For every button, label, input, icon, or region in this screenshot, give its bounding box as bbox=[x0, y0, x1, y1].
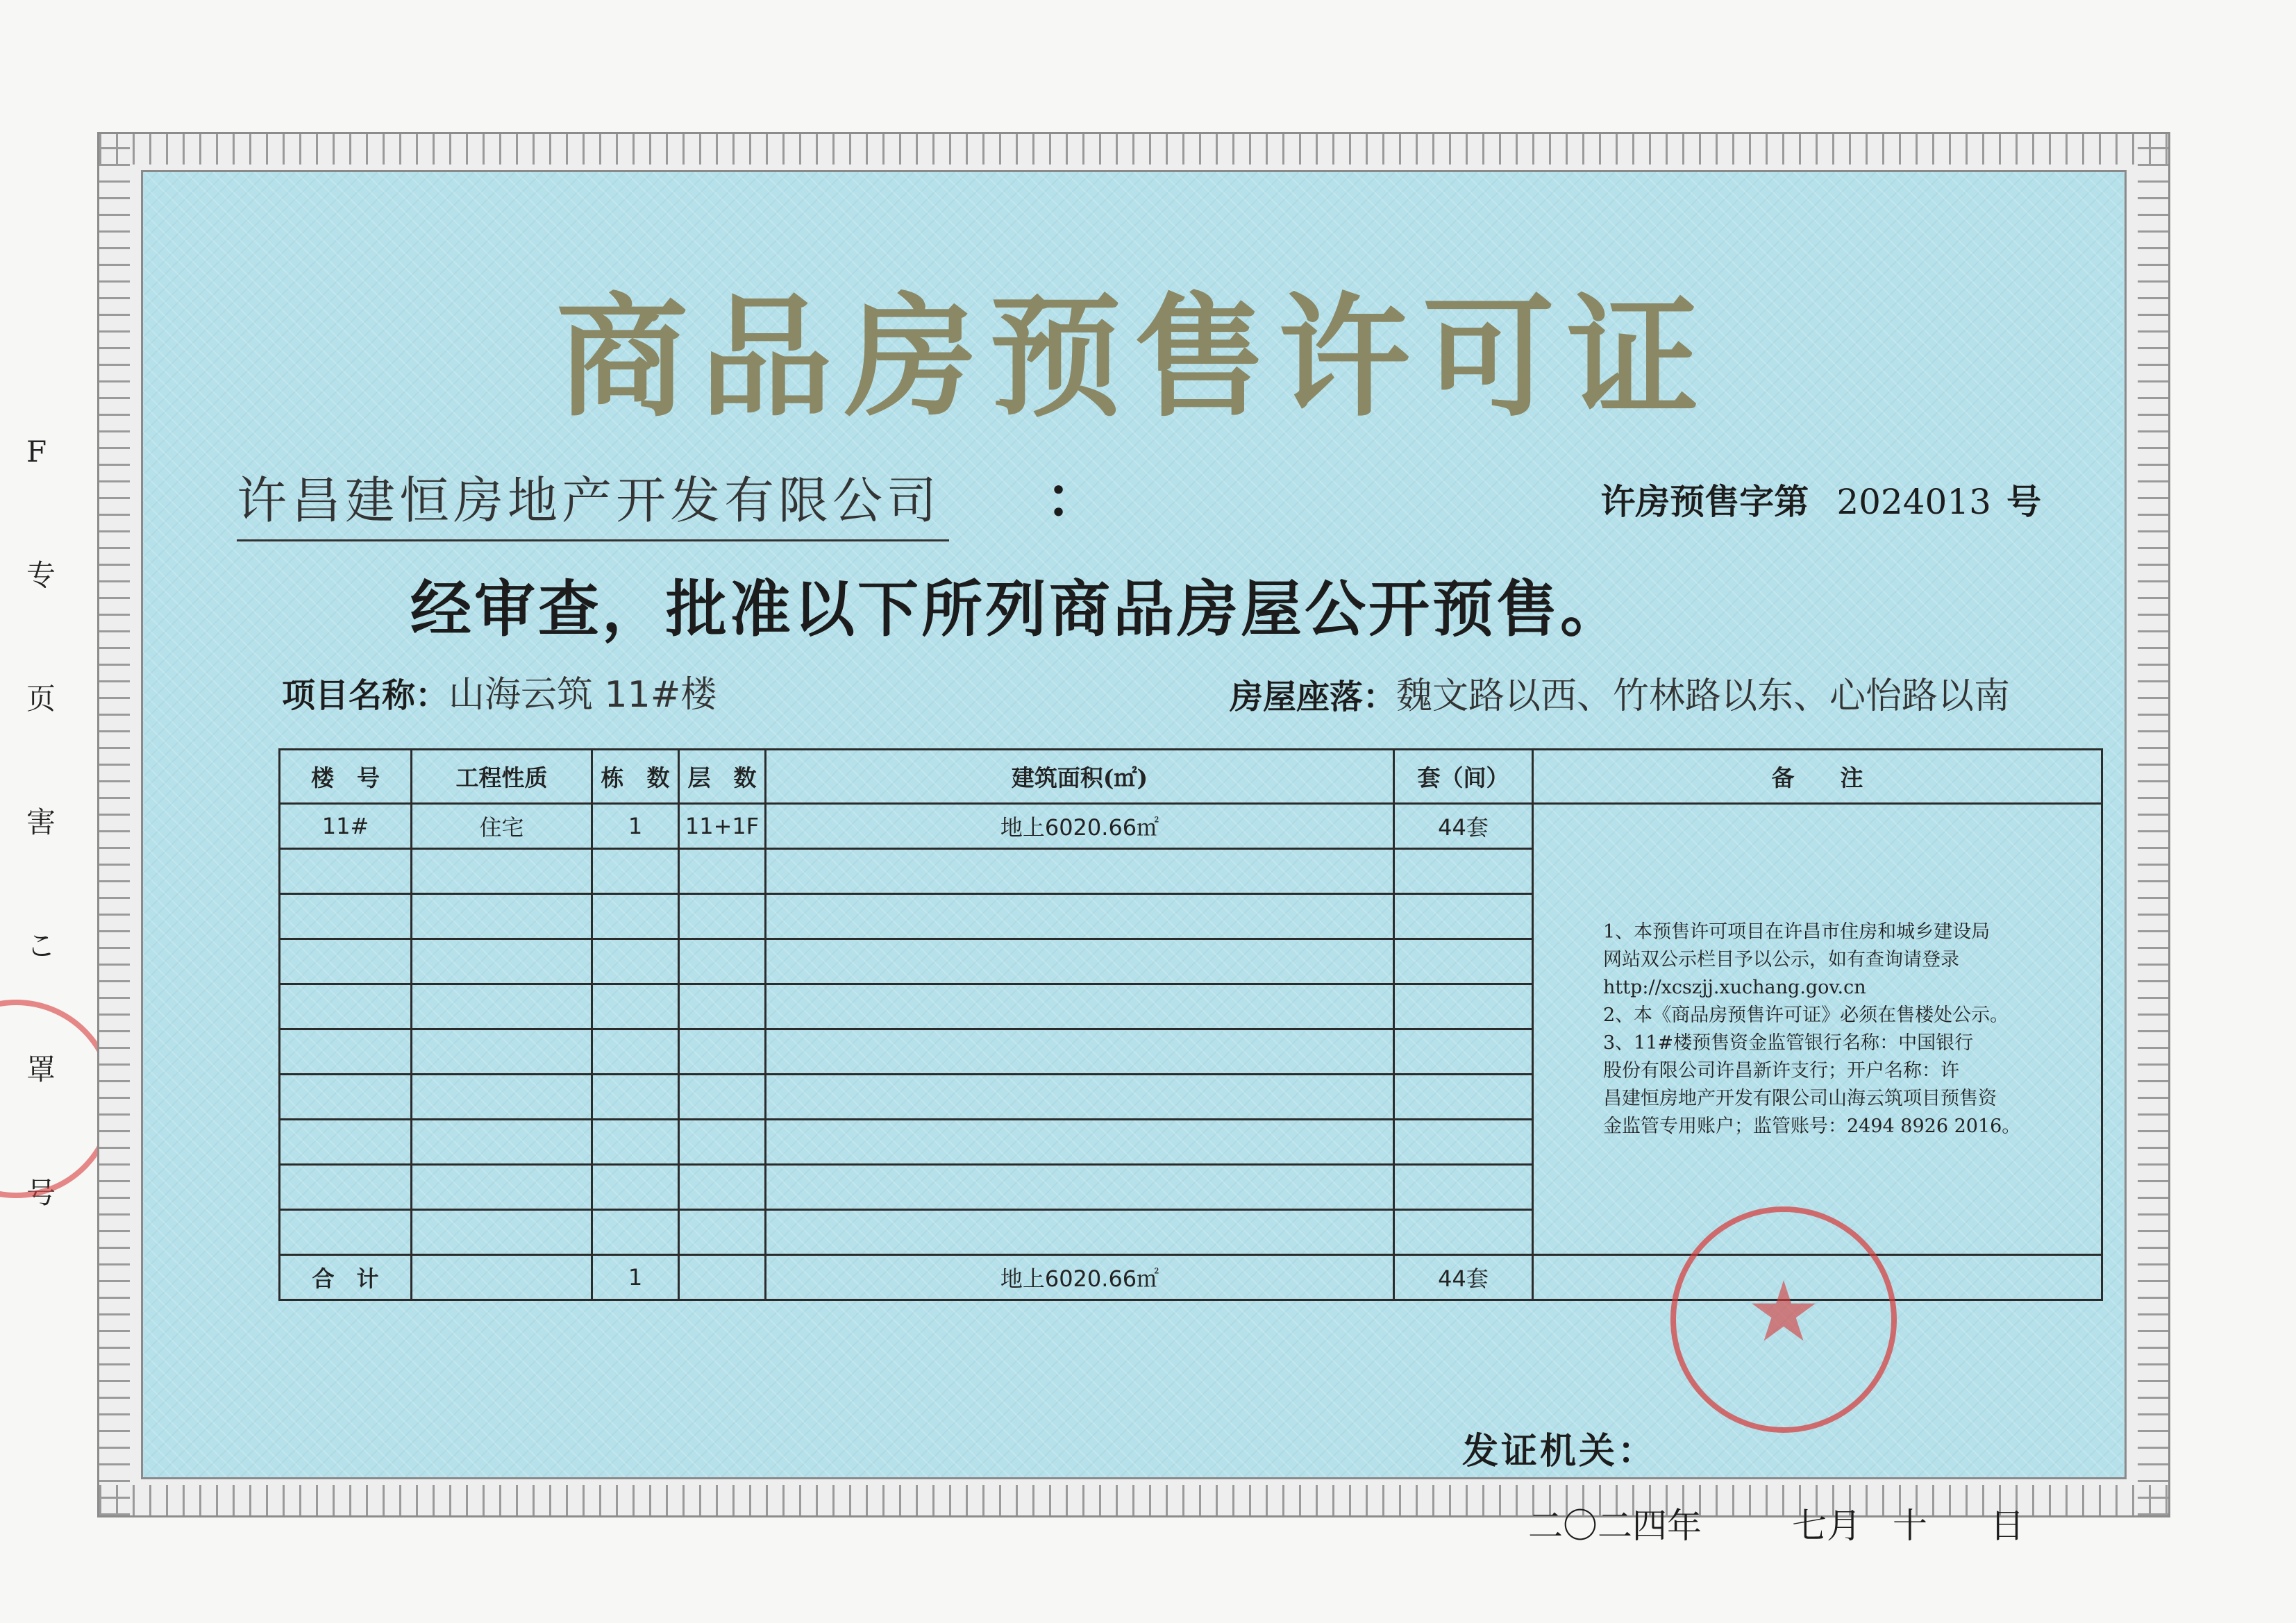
fragment-char: 页 bbox=[26, 682, 56, 716]
header-area: 建筑面积(㎡) bbox=[766, 750, 1394, 804]
certificate-border bbox=[97, 132, 2170, 1546]
remark-line: 2、本《商品房预售许可证》必须在售楼处公示。 bbox=[1603, 1004, 2009, 1026]
permit-number bbox=[1600, 474, 2041, 524]
location-label: 房屋座落： bbox=[1230, 678, 1397, 716]
fragment-char: 专 bbox=[26, 558, 56, 592]
official-seal bbox=[1670, 1206, 1897, 1433]
total-units: 44套 bbox=[1394, 1255, 1533, 1300]
certificate-panel bbox=[141, 170, 2127, 1546]
cell-floors: 11+1F bbox=[679, 804, 766, 849]
remark-line: http://xcszjj.xuchang.gov.cn bbox=[1603, 976, 1866, 998]
fragment-char: F bbox=[26, 435, 47, 469]
project-name bbox=[282, 665, 717, 717]
fragment-char: 号 bbox=[26, 1176, 56, 1210]
permit-suffix: 号 bbox=[2006, 481, 2041, 522]
remark-line: 网站双公示栏目予以公示，如有查询请登录 bbox=[1603, 948, 1959, 970]
header-count: 栋 数 bbox=[592, 750, 679, 804]
header-units: 套（间） bbox=[1394, 750, 1533, 804]
total-area: 地上6020.66㎡ bbox=[766, 1255, 1394, 1300]
header-floors: 层 数 bbox=[679, 750, 766, 804]
permit-prefix: 许房预售字第 bbox=[1600, 481, 1809, 522]
project-value: 山海云筑 11#楼 bbox=[449, 674, 717, 716]
cell-nature: 住宅 bbox=[412, 804, 592, 849]
cell-building: 11# bbox=[280, 804, 412, 849]
header-building: 楼 号 bbox=[280, 750, 412, 804]
remark-line: 昌建恒房地产开发有限公司山海云筑项目预售资 bbox=[1603, 1087, 1997, 1109]
remark-line: 股份有限公司许昌新许支行；开户名称：许 bbox=[1603, 1059, 1959, 1082]
issue-date-year: 二〇二四年 bbox=[1528, 1506, 1702, 1546]
table-row bbox=[280, 804, 2102, 849]
permit-number-value: 2024013 bbox=[1836, 482, 1991, 522]
certificate-title: 商品房预售许可证 bbox=[555, 280, 1711, 435]
cell-units: 44套 bbox=[1394, 804, 1533, 849]
approval-statement: 经审查，批准以下所列商品房屋公开预售。 bbox=[410, 573, 1625, 645]
header-nature: 工程性质 bbox=[412, 750, 592, 804]
company-colon: ： bbox=[1046, 465, 1101, 530]
remark-line: 金监管专用账户；监管账号：2494 8926 2016。 bbox=[1603, 1115, 2021, 1137]
fragment-char: 罩 bbox=[26, 1052, 56, 1086]
issue-date-day: 十 bbox=[1893, 1506, 1927, 1546]
total-label: 合 计 bbox=[280, 1255, 412, 1300]
fragment-char: こ bbox=[26, 929, 56, 963]
issuing-authority-label: 发证机关： bbox=[1462, 1430, 1657, 1472]
table-header-row bbox=[280, 750, 2102, 804]
remark-line: 3、11#楼预售资金监管银行名称：中国银行 bbox=[1603, 1032, 1974, 1054]
location-value: 魏文路以西、竹林路以东、心怡路以南 bbox=[1396, 675, 2011, 717]
remark-line: 1、本预售许可项目在许昌市住房和城乡建设局 bbox=[1603, 920, 1991, 943]
seal-star-icon: ★ bbox=[1746, 1264, 1821, 1361]
project-label: 项目名称： bbox=[282, 676, 449, 715]
cell-area: 地上6020.66㎡ bbox=[766, 804, 1394, 849]
total-count: 1 bbox=[592, 1255, 679, 1300]
company-name: 许昌建恒房地产开发有限公司 bbox=[237, 460, 949, 541]
issue-date-day-suffix: 日 bbox=[1990, 1506, 2025, 1546]
header-remarks: 备 注 bbox=[1533, 750, 2102, 804]
cell-count: 1 bbox=[592, 804, 679, 849]
issue-date-month: 七月 bbox=[1792, 1506, 1861, 1546]
fragment-char: 害 bbox=[26, 805, 56, 839]
remarks-cell bbox=[1533, 804, 2102, 1255]
property-location bbox=[1230, 666, 2010, 718]
